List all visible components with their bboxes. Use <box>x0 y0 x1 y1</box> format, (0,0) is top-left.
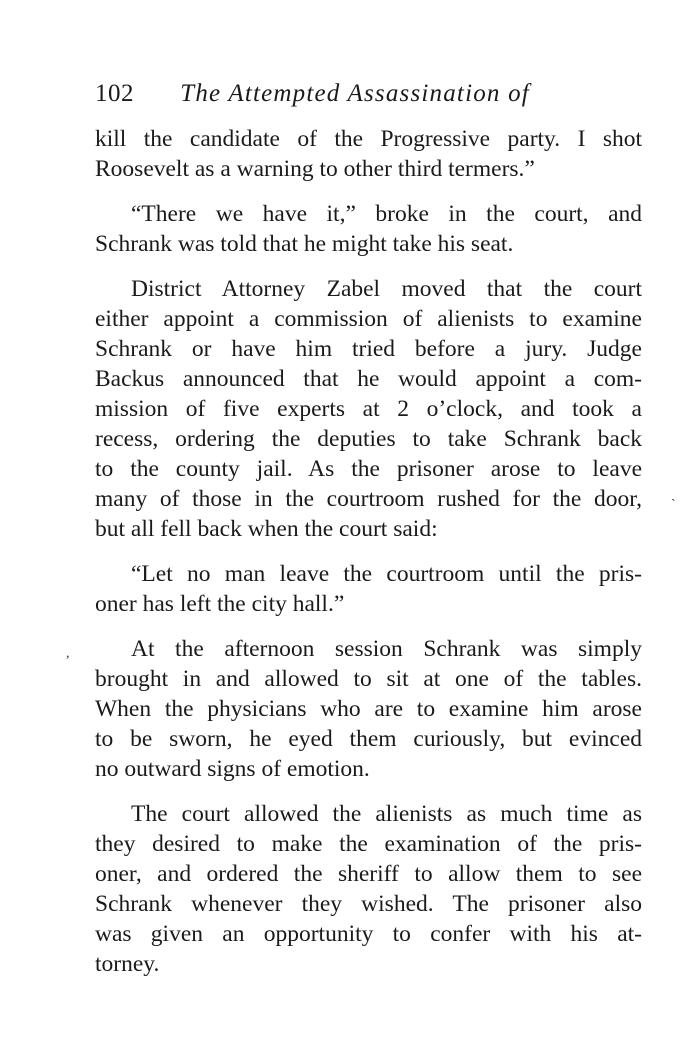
text-line: Schrank was told that he might take his seat. <box>95 231 514 257</box>
text-line: to be sworn, he eyed them curiously, but evinced <box>95 726 642 752</box>
running-head <box>95 78 655 110</box>
paragraph-1 <box>95 124 642 184</box>
text-line: Schrank whenever they wished. The prisoner also <box>95 891 642 917</box>
body-text <box>95 124 642 979</box>
paragraph-4 <box>95 559 642 619</box>
text-line: but all fell back when the court said: <box>95 516 438 542</box>
text-line: Schrank or have him tried before a jury. Judge <box>95 336 642 362</box>
text-line: At the afternoon session Schrank was simply <box>131 636 642 662</box>
running-title: The Attempted Assassination of <box>180 80 530 107</box>
text-line: Roosevelt as a warning to other third termers.” <box>95 156 535 182</box>
text-line: kill the candidate of the Progressive party. I shot <box>95 126 642 152</box>
paragraph-5 <box>95 634 642 784</box>
paragraph-6 <box>95 799 642 979</box>
text-line: “Let no man leave the courtroom until the pris- <box>131 561 642 587</box>
text-line: torney. <box>95 951 160 977</box>
paragraph-3 <box>95 274 642 544</box>
text-line: to the county jail. As the prisoner arose to leave <box>95 456 642 482</box>
text-line: oner, and ordered the sheriff to allow them to see <box>95 861 642 887</box>
text-line: District Attorney Zabel moved that the court <box>131 276 642 302</box>
text-line: no outward signs of emotion. <box>95 756 370 782</box>
text-line: recess, ordering the deputies to take Schrank back <box>95 426 642 452</box>
text-line: When the physicians who are to examine him arose <box>95 696 642 722</box>
text-line: they desired to make the examination of the pris- <box>95 831 642 857</box>
text-line: either appoint a commission of alienists to examine <box>95 306 642 332</box>
text-line: brought in and allowed to sit at one of the tables. <box>95 666 642 692</box>
text-line: was given an opportunity to confer with his at- <box>95 921 642 947</box>
text-line: Backus announced that he would appoint a com- <box>95 366 642 392</box>
text-line: mission of five experts at 2 o’clock, and took a <box>95 396 642 422</box>
text-line: The court allowed the alienists as much time as <box>131 801 642 827</box>
text-line: oner has left the city hall.” <box>95 591 345 617</box>
text-line: “There we have it,” broke in the court, and <box>131 201 642 227</box>
page-number: 102 <box>95 80 134 107</box>
paragraph-2 <box>95 199 642 259</box>
margin-speck-right: ˎ <box>671 487 676 502</box>
margin-speck-left: , <box>66 646 70 661</box>
text-line: many of those in the courtroom rushed for the door, <box>95 486 642 512</box>
